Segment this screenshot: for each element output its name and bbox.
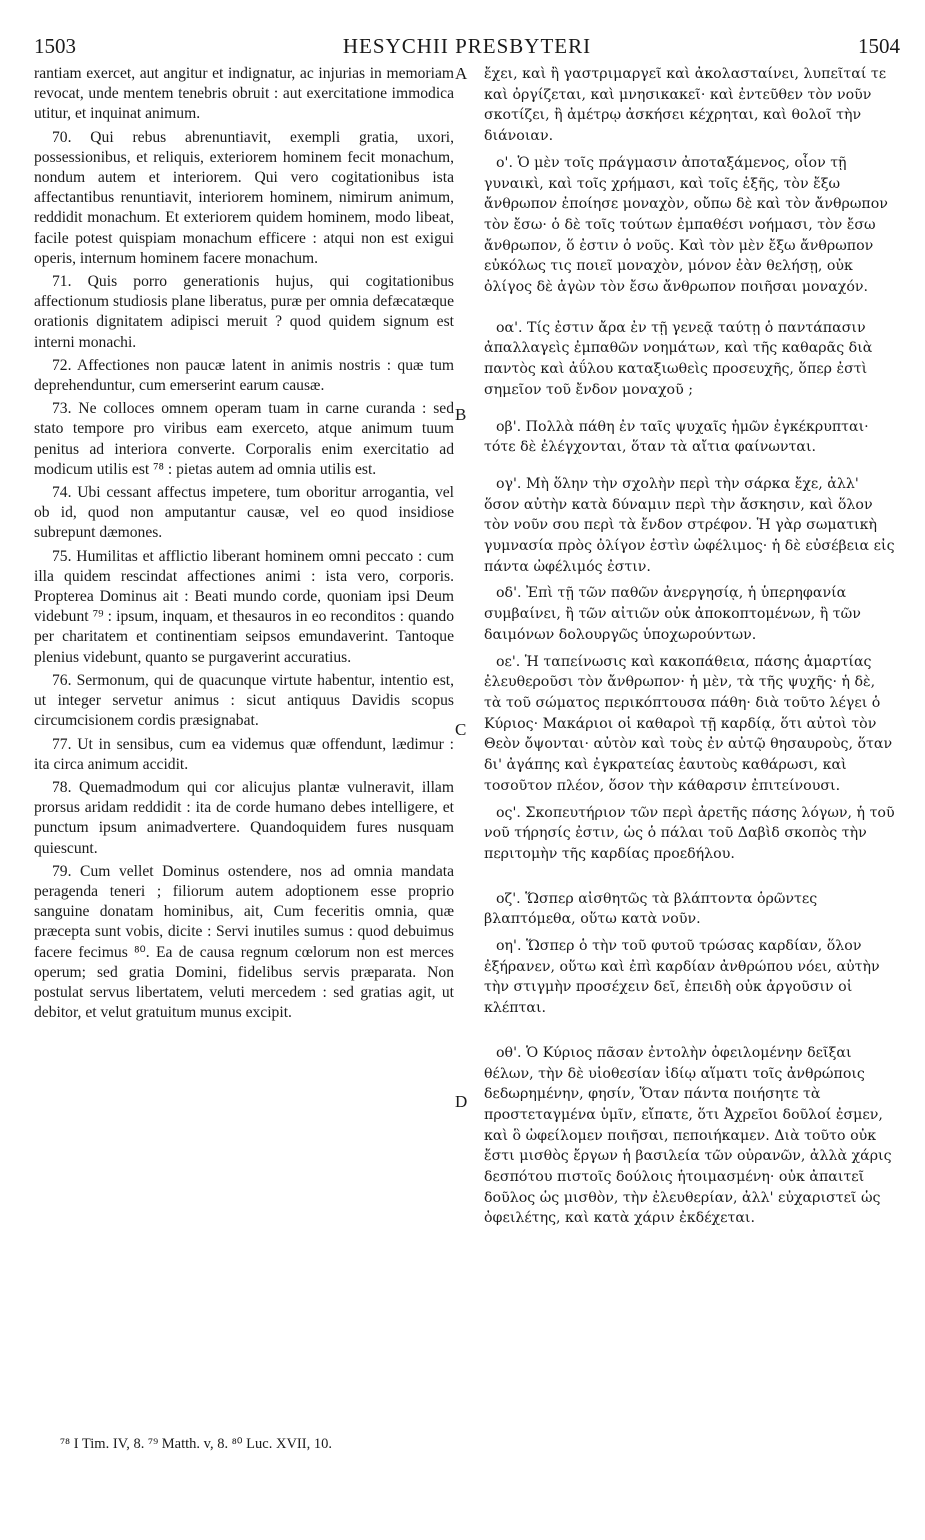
greek-paragraph-75: οε'. Ἡ ταπείνωσις καὶ κακοπάθεια, πάσης ἁμαρτίας ἐλευθεροῦσι τὸν ἄνθρωπον· ἡ μὲν, τὰ τῆς ψυχῆς· ἡ δὲ, τὰ τοῦ σώματος περικόπτουσα πάθη· διὰ τοῦτο λέγει ὁ Κύριος· Μακάριοι οἱ καθαροὶ τῇ καρδίᾳ, ὅτι αὐτοὶ τὸν Θεὸν ὄψονται· αὐτὸν καὶ τοὺς ἐν αὐτῷ θησαυροὺς, ὅταν δι' ἀγάπης καὶ ἐγκρατείας ἑαυτοὺς καθάρωσι, καὶ τοσοῦτον πλέον, ὅσον τὴν κάθαρσιν ἐπιτείνουσι. xyxy=(484,653,893,794)
greek-paragraph-73: ογ'. Μὴ ὅλην τὴν σχολὴν περὶ τὴν σάρκα ἔχε, ἀλλ' ὅσον αὐτὴν κατὰ δύναμιν περὶ τὴν ἄσκησιν, καὶ ὅλον τὸν νοῦν σου περὶ τὰ ἔνδον στρέφον. Ἡ γὰρ σωματικὴ γυμνασία πρὸς ὀλίγον ἐστὶν ὠφέλιμος· ἡ δὲ εὐσέβεια εἰς πάντα ὠφέλιμός ἐστιν. xyxy=(484,475,895,575)
latin-paragraph-70: 70. Qui rebus abrenuntiavit, exempli gratia, uxori, possessionibus, et reliquis, exteriorem hominem fecit monachum, nondum autem et interiorem. Qui vero cogitationibus ista affectantibus renuntiavit, interiorem hominem, nimirum animum, reddidit monachum. Et exteriorem quidem hominem, modo libeat, facile potest quispiam monachum efficere : atqui non est exigui operis, internum hominem facere monachum. xyxy=(34,128,454,267)
latin-column xyxy=(34,64,454,1023)
right-page-number: 1504 xyxy=(858,34,900,58)
greek-paragraph-intro: ἔχει, καὶ ἢ γαστριμαργεῖ καὶ ἀκολασταίνει, λυπεῖταί τε καὶ ὀργίζεται, καὶ μνησικακεῖ· καὶ ἐντεῦθεν τὸν νοῦν σκοτίζει, ἢ ἀμέτρῳ ἀσκήσει κέχρηται, καὶ θολοῖ τὴν διάνοιαν. xyxy=(484,66,887,145)
latin-paragraph-76: 76. Sermonum, qui de quacunque virtute habentur, intentio est, ut integer servetur animus : sicut antiquus Davidis scopus circumcisionem cordis præsignabat. xyxy=(34,671,454,730)
latin-paragraph-79: 79. Cum vellet Dominus ostendere, nos ad omnia mandata peragenda teneri ; filiorum autem adoptionem esse proprio sanguine donatam hominibus, ait, Cum feceritis omnia, quæ præcepta sunt vobis, dicite : Servi inutiles sumus : quod debuimus facere fecimus ⁸⁰. Ea de causa regnum cœlorum non est merces operum; sed gratia Domini, fidelibus servis præparata. Non postulat servus libertatem, veluti mercedem : sed gratias agit, ut debitor, et velut gratuitum munus excipit. xyxy=(34,862,454,1022)
latin-paragraph-72: 72. Affectiones non paucæ latent in animis nostris : quæ tum deprehenduntur, cum emerserint earum causæ. xyxy=(34,356,454,395)
left-page-number: 1503 xyxy=(34,34,76,58)
greek-paragraph-71: οα'. Τίς ἐστιν ἄρα ἐν τῇ γενεᾷ ταύτῃ ὁ παντάπασιν ἀπαλλαγεὶς ἐμπαθῶν νοημάτων, καὶ τῆς καθαρᾶς διὰ παντὸς καὶ ἀΰλου καταξιωθεὶς προσευχῆς, ὅπερ ἐστὶ σημεῖον τοῦ ἔνδον μοναχοῦ ; xyxy=(484,319,873,398)
latin-paragraph-77: 77. Ut in sensibus, cum ea videmus quæ offendunt, lædimur : ita circa animum accidit. xyxy=(34,735,454,773)
marker-b: B xyxy=(455,405,467,424)
page-header xyxy=(34,34,900,62)
latin-paragraph-73: 73. Ne colloces omnem operam tuam in carne curanda : sed stato tempore pro viribus eam exerceto, atque animum tuum penitus ad interiora converte. Corporalis enim exercitatio ad modicum utilis est ⁷⁸ : pietas autem ad omnia utilis est. xyxy=(34,400,454,478)
greek-column xyxy=(484,64,896,1229)
greek-paragraph-74: οδ'. Ἐπὶ τῇ τῶν παθῶν ἀνεργησίᾳ, ἡ ὑπερηφανία συμβαίνει, ἢ τῶν αἰτιῶν οὐκ ἀποκοπτομένων, ἢ τῶν δαιμόνων δολουργῶς ὑποχωρούντων. xyxy=(484,585,861,643)
latin-paragraph-74: 74. Ubi cessant affectus impetere, tum oboritur arrogantia, vel ob id, quod non amputantur causæ, vel eo quod insidiose subrepunt dæmones. xyxy=(34,484,454,542)
greek-paragraph-77: οζ'. Ὥσπερ αἰσθητῶς τὰ βλάπτοντα ὁρῶντες βλαπτόμεθα, οὕτω κατὰ νοῦν. xyxy=(484,890,818,928)
greek-paragraph-76: ος'. Σκοπευτήριον τῶν περὶ ἀρετῆς πάσης λόγων, ἡ τοῦ νοῦ τήρησίς ἐστιν, ὡς ὁ πάλαι τοῦ Δαβὶδ σκοπὸς τὴν περιτομὴν τῆς καρδίας προεδήλου. xyxy=(484,804,895,862)
greek-paragraph-72: οβ'. Πολλὰ πάθη ἐν ταῖς ψυχαῖς ἡμῶν ἐγκέκρυπται· τότε δὲ ἐλέγχονται, ὅταν τὰ αἴτια φαίνωνται. xyxy=(484,418,869,456)
running-title: HESYCHII PRESBYTERI xyxy=(342,34,592,58)
greek-paragraph-70: ο'. Ὁ μὲν τοῖς πράγμασιν ἀποταξάμενος, οἷον τῇ γυναικὶ, καὶ τοῖς χρήμασι, καὶ τοῖς ἑξῆς, τὸν ἔξω ἄνθρωπον ἐποίησε μοναχὸν, οὔπω δὲ καὶ τὸν ἄνθρωπον τὸν ἔσω· ὁ δὲ τοῖς τούτων ἐμπαθέσι νοήμασι, τὸν ἔσω ἄνθρωπον, ὅ ἐστιν ὁ νοῦς. Καὶ τὸν μὲν ἔξω ἄνθρωπον εὐκόλως τις ποιεῖ μοναχὸν, μόνον ἐὰν θελήσῃ, οὐκ ὀλίγος δὲ ἀγὼν τὸν ἔσω ἄνθρωπον ποιῆσαι μοναχόν. xyxy=(484,154,888,296)
marker-d: D xyxy=(455,1092,468,1111)
latin-paragraph-75: 75. Humilitas et afflictio liberant hominem omni peccato : cum illa quidem rescindat affectiones animi : ista vero, corporis. Propterea Dominus ait : Beati mundo corde, quoniam ipsi Deum videbunt ⁷⁹ : ipsum, inquam, et thesauros in eo reconditos : quando per charitatem et continentiam seipsos emundaverint. Tantoque plenius videbunt, quanto se purgaverint accuratius. xyxy=(34,547,454,666)
latin-paragraph-intro: rantiam exercet, aut angitur et indignatur, ac injurias in memoriam revocat, unde mentem tenebris obruit : aut exercitatione immodica utitur, et inquinat animum. xyxy=(34,65,454,123)
footnotes: ⁷⁸ I Tim. IV, 8. ⁷⁹ Matth. v, 8. ⁸⁰ Luc. XVII, 10. xyxy=(60,1436,332,1452)
latin-paragraph-71: 71. Quis porro generationis hujus, qui cogitationibus affectionum studiosis plane liberatus, puræ per omnia defæcatæque orationis dignitatem adipisci meruit ? quod quidem signum est interni monachi. xyxy=(34,273,454,351)
greek-paragraph-79: οθ'. Ὁ Κύριος πᾶσαν ἐντολὴν ὀφειλομένην δεῖξαι θέλων, τὴν δὲ υἱοθεσίαν ἰδίῳ αἵματι τοῖς ἀνθρώποις δεδωρημένην, φησίν, Ὅταν πάντα ποιήσητε τὰ προστεταγμένα ὑμῖν, εἴπατε, ὅτι Ἀχρεῖοι δοῦλοί ἐσμεν, καὶ ὃ ὠφείλομεν ποιῆσαι, πεποιήκαμεν. Διὰ τοῦτο οὐκ ἔστι μισθὸς ἔργων ἡ βασιλεία τῶν οὐρανῶν, ἀλλὰ χάρις δεσπότου πιστοῖς δούλοις ἡτοιμασμένη· οὐκ ἀπαιτεῖ δοῦλος ὡς μισθὸν, τὴν ἐλευθερίαν, ἀλλ' εὐχαριστεῖ ὡς ὀφειλέτης, καὶ κατὰ χάριν ἐκδέχεται. xyxy=(484,1044,892,1227)
greek-paragraph-78: οη'. Ὥσπερ ὁ τὴν τοῦ φυτοῦ τρώσας καρδίαν, ὅλον ἐξήρανεν, οὕτω καὶ ἐπὶ καρδίαν ἀνθρώπου νόει, αὐτὴν τὴν στιγμὴν προσέχειν δεῖ, ἐπειδὴ οὐκ ἀργοῦσιν οἱ κλέπται. xyxy=(484,938,880,1017)
marker-a: A xyxy=(455,64,468,83)
marker-c: C xyxy=(455,720,467,739)
latin-paragraph-78: 78. Quemadmodum qui cor alicujus plantæ vulneravit, illam prorsus aridam reddidit : ita de corde humano debes intelligere, et punctum ipsum animadvertere. Quandoquidem fures nusquam quiescunt. xyxy=(34,778,454,857)
